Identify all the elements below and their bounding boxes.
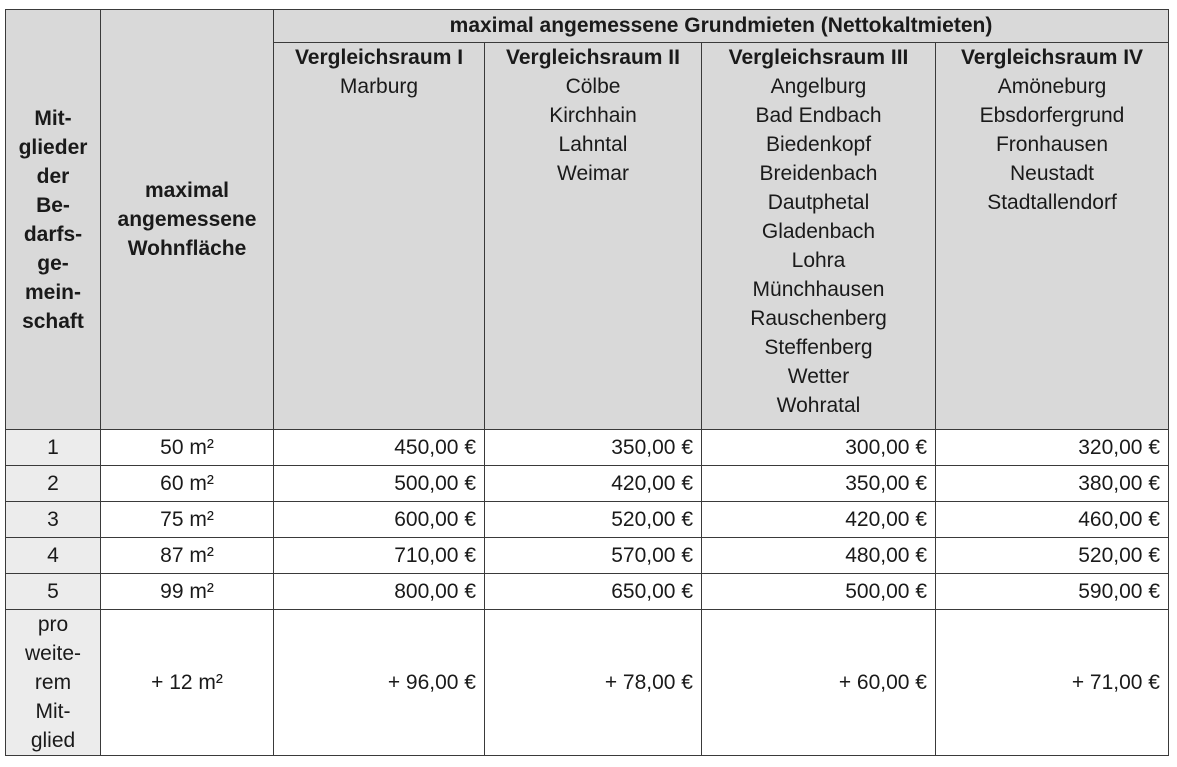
members-header-line: Be- bbox=[36, 193, 70, 217]
additional-member-label bbox=[6, 610, 101, 756]
rent-cell: 500,00 € bbox=[702, 574, 936, 610]
area-cell: 99 m² bbox=[101, 574, 274, 610]
rent-cell: 300,00 € bbox=[702, 430, 936, 466]
area-cell: 50 m² bbox=[101, 430, 274, 466]
town-name: Marburg bbox=[339, 75, 419, 98]
table-row bbox=[6, 574, 1169, 610]
rent-cell: 520,00 € bbox=[936, 538, 1169, 574]
members-cell: 3 bbox=[6, 502, 101, 538]
table-row bbox=[6, 538, 1169, 574]
members-header-line: darfs- bbox=[23, 222, 83, 246]
members-cell: 4 bbox=[6, 538, 101, 574]
rent-cell: 380,00 € bbox=[936, 466, 1169, 502]
rent-cell: 570,00 € bbox=[485, 538, 702, 574]
town-name: Rauschenberg bbox=[750, 307, 887, 330]
rent-cell: 590,00 € bbox=[936, 574, 1169, 610]
region-header-4 bbox=[936, 43, 1169, 430]
rent-cell: 480,00 € bbox=[702, 538, 936, 574]
rent-cell: 350,00 € bbox=[702, 466, 936, 502]
town-name: Lohra bbox=[791, 249, 846, 272]
rent-cell: 420,00 € bbox=[485, 466, 702, 502]
rent-cell: 800,00 € bbox=[274, 574, 485, 610]
region-name: Vergleichsraum II bbox=[506, 46, 680, 69]
rent-cell: + 60,00 € bbox=[702, 610, 936, 756]
town-name: Cölbe bbox=[565, 75, 621, 98]
town-name: Ebsdorfergrund bbox=[979, 104, 1125, 127]
additional-member-line: rem bbox=[34, 671, 72, 694]
members-cell: 1 bbox=[6, 430, 101, 466]
area-header-line: angemessene bbox=[117, 208, 257, 231]
members-header-line: glieder bbox=[18, 135, 88, 159]
rent-cell: 520,00 € bbox=[485, 502, 702, 538]
rent-cell: 420,00 € bbox=[702, 502, 936, 538]
additional-member-row bbox=[6, 610, 1169, 756]
rent-cell: 710,00 € bbox=[274, 538, 485, 574]
members-header-line: schaft bbox=[22, 309, 84, 333]
town-name: Neustadt bbox=[1009, 162, 1095, 185]
town-name: Wohratal bbox=[776, 394, 861, 417]
town-name: Biedenkopf bbox=[765, 133, 872, 156]
town-name: Weimar bbox=[557, 162, 629, 185]
additional-member-line: weite- bbox=[24, 642, 82, 665]
region-header-1 bbox=[274, 43, 485, 430]
area-cell: 60 m² bbox=[101, 466, 274, 502]
table-row bbox=[6, 466, 1169, 502]
town-name: Kirchhain bbox=[549, 104, 637, 127]
members-header-line: der bbox=[36, 164, 70, 188]
area-header bbox=[101, 10, 274, 430]
rent-cell: 450,00 € bbox=[274, 430, 485, 466]
town-name: Münchhausen bbox=[752, 278, 885, 301]
rent-cell: 320,00 € bbox=[936, 430, 1169, 466]
town-name: Dautphetal bbox=[767, 191, 870, 214]
table-row bbox=[6, 430, 1169, 466]
region-name: Vergleichsraum I bbox=[294, 46, 464, 69]
town-name: Stadtallendorf bbox=[987, 191, 1117, 214]
area-header-line: Wohnfläche bbox=[127, 237, 247, 260]
rent-table bbox=[5, 9, 1169, 756]
members-header-line: mein- bbox=[24, 280, 81, 304]
area-cell: + 12 m² bbox=[101, 610, 274, 756]
rent-cell: + 96,00 € bbox=[274, 610, 485, 756]
rent-group-header: maximal angemessene Grundmieten (Nettokaltmieten) bbox=[274, 10, 1169, 43]
area-header-line: maximal bbox=[144, 179, 230, 202]
rent-cell: + 78,00 € bbox=[485, 610, 702, 756]
town-name: Angelburg bbox=[770, 75, 867, 98]
region-name: Vergleichsraum IV bbox=[960, 46, 1144, 69]
rent-cell: 600,00 € bbox=[274, 502, 485, 538]
table-row bbox=[6, 502, 1169, 538]
members-cell: 2 bbox=[6, 466, 101, 502]
town-name: Breidenbach bbox=[759, 162, 878, 185]
town-name: Lahntal bbox=[558, 133, 628, 156]
rent-cell: 460,00 € bbox=[936, 502, 1169, 538]
members-header bbox=[6, 10, 101, 430]
rent-cell: 650,00 € bbox=[485, 574, 702, 610]
header-row-top bbox=[6, 10, 1169, 43]
region-name: Vergleichsraum III bbox=[728, 46, 909, 69]
rent-cell: + 71,00 € bbox=[936, 610, 1169, 756]
additional-member-line: pro bbox=[37, 613, 69, 636]
rent-cell: 500,00 € bbox=[274, 466, 485, 502]
region-header-3 bbox=[702, 43, 936, 430]
area-cell: 87 m² bbox=[101, 538, 274, 574]
rent-cell: 350,00 € bbox=[485, 430, 702, 466]
town-name: Steffenberg bbox=[764, 336, 873, 359]
additional-member-line: Mit- bbox=[35, 700, 71, 723]
members-cell: 5 bbox=[6, 574, 101, 610]
members-header-line: Mit- bbox=[34, 106, 72, 130]
members-header-line: ge- bbox=[37, 251, 69, 275]
town-name: Amöneburg bbox=[997, 75, 1107, 98]
town-name: Gladenbach bbox=[761, 220, 876, 243]
town-name: Fronhausen bbox=[995, 133, 1109, 156]
region-header-2 bbox=[485, 43, 702, 430]
area-cell: 75 m² bbox=[101, 502, 274, 538]
town-name: Bad Endbach bbox=[755, 104, 882, 127]
town-name: Wetter bbox=[787, 365, 850, 388]
additional-member-line: glied bbox=[30, 729, 76, 752]
